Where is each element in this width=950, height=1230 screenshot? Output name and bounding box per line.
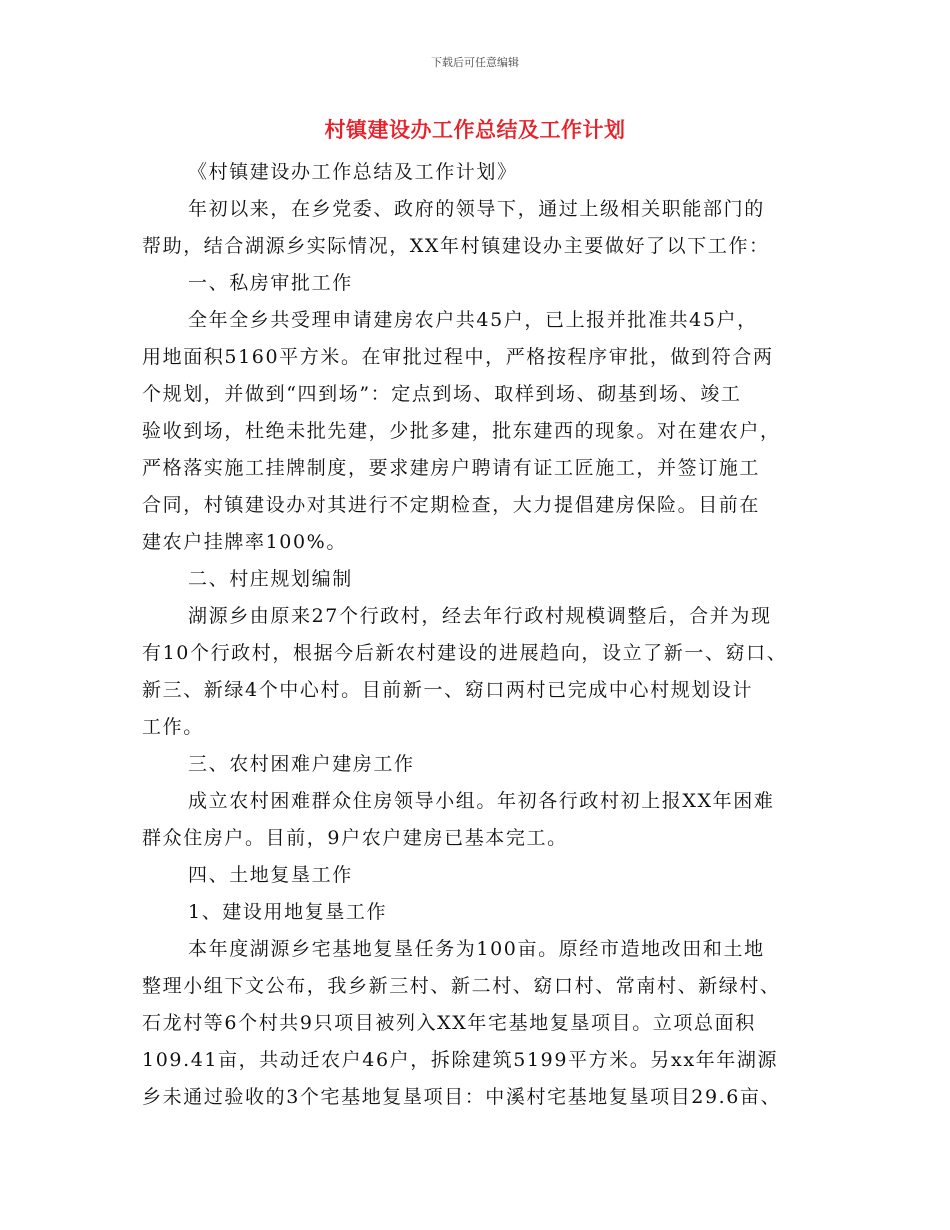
text-line: 群众住房户。目前，9户农户建房已基本完工。 xyxy=(142,827,568,849)
text-line: 一、私房审批工作 xyxy=(188,272,353,294)
text-line: 合同，村镇建设办对其进行不定期检查，大力提倡建房保险。目前在 xyxy=(142,494,761,516)
text-line: 整理小组下文公布，我乡新三村、新二村、窈口村、常南村、新绿村、 xyxy=(142,975,781,997)
text-line: 用地面积5160平方米。在审批过程中，严格按程序审批，做到符合两 xyxy=(142,346,774,368)
text-line: 年初以来，在乡党委、政府的领导下，通过上级相关职能部门的 xyxy=(188,198,765,220)
text-line: 乡未通过验收的3个宅基地复垦项目：中溪村宅基地复垦项目29.6亩、 xyxy=(142,1086,782,1108)
document-title: 村镇建设办工作总结及工作计划 xyxy=(324,118,626,142)
text-line: 二、村庄规划编制 xyxy=(188,568,353,590)
text-line: 建农户挂牌率100%。 xyxy=(142,531,347,553)
text-line: 帮助，结合湖源乡实际情况，XX年村镇建设办主要做好了以下工作： xyxy=(142,235,770,257)
text-line: 严格落实施工挂牌制度，要求建房户聘请有证工匠施工，并签订施工 xyxy=(142,457,761,479)
text-line: 成立农村困难群众住房领导小组。年初各行政村初上报XX年困难 xyxy=(188,790,775,812)
text-line: 石龙村等6个村共9只项目被列入XX年宅基地复垦项目。立项总面积 xyxy=(142,1012,756,1034)
text-line: 109.41亩，共动迁农户46户，拆除建筑5199平方米。另xx年年湖源 xyxy=(142,1049,779,1071)
text-line: 工作。 xyxy=(142,716,204,738)
text-line: 验收到场，杜绝未批先建，少批多建，批东建西的现象。对在建农户， xyxy=(142,420,781,442)
text-line: 三、农村困难户建房工作 xyxy=(188,753,415,775)
text-line: 湖源乡由原来27个行政村，经去年行政村规模调整后，合并为现 xyxy=(188,605,772,627)
text-line: 《村镇建设办工作总结及工作计划》 xyxy=(188,161,518,183)
document-body xyxy=(142,158,814,1120)
header-note: 下载后可任意编辑 xyxy=(431,56,519,69)
text-line: 个规划，并做到“四到场”：定点到场、取样到场、砌基到场、竣工 xyxy=(142,383,742,405)
text-line: 本年度湖源乡宅基地复垦任务为100亩。原经市造地改田和土地 xyxy=(188,938,765,960)
text-line: 全年全乡共受理申请建房农户共45户，已上报并批准共45户， xyxy=(188,309,758,331)
text-line: 新三、新绿4个中心村。目前新一、窈口两村已完成中心村规划设计 xyxy=(142,679,754,701)
text-line: 四、土地复垦工作 xyxy=(188,864,353,886)
text-line: 1、建设用地复垦工作 xyxy=(188,901,388,923)
text-line: 有10个行政村，根据今后新农村建设的进展趋向，设立了新一、窈口、 xyxy=(142,642,788,664)
